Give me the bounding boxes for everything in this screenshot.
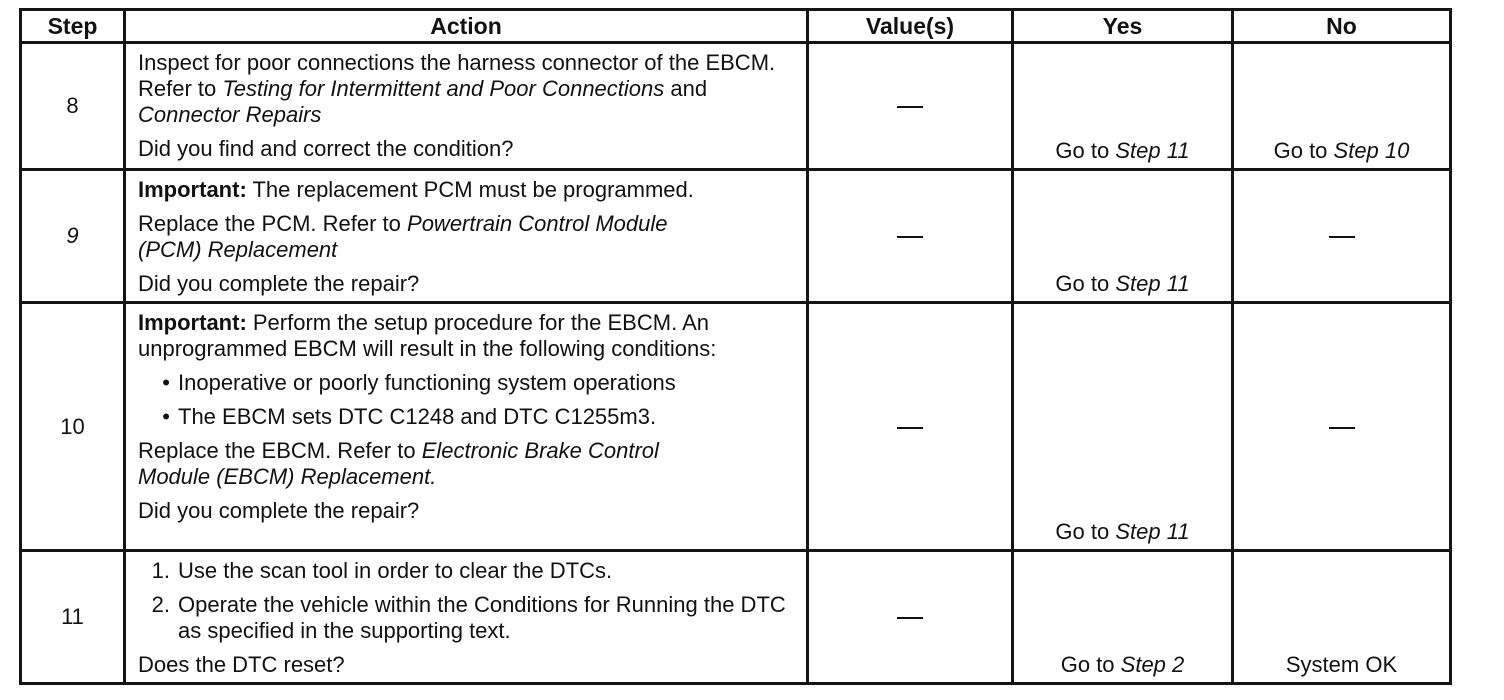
action-text: Replace the PCM. Refer to — [138, 211, 408, 236]
reference-link: Connector Repairs — [138, 102, 322, 127]
action-question: Does the DTC reset? — [138, 652, 345, 677]
important-text: Perform the setup procedure for the EBCM. An unprogrammed EBCM will result in the following conditions: — [138, 310, 717, 361]
reference-link: Testing for Intermittent and Poor Connections — [222, 76, 665, 101]
item-number: 2. — [151, 592, 170, 617]
action-question: Did you complete the repair? — [138, 271, 420, 296]
action-text: and — [664, 76, 708, 101]
yes-cell — [1013, 303, 1233, 551]
important-note — [138, 310, 794, 362]
empty-value-dash — [897, 427, 923, 429]
action-cell — [125, 303, 808, 551]
empty-value-dash — [897, 236, 923, 238]
header-yes: Yes — [1013, 10, 1233, 43]
value-cell — [808, 551, 1013, 684]
no-step-link: Step 10 — [1333, 138, 1410, 163]
table-row-step-10 — [21, 303, 1451, 551]
diagnostic-table-sheet — [19, 8, 1449, 677]
empty-value-dash — [897, 617, 923, 619]
value-cell — [808, 43, 1013, 170]
action-text: Replace the EBCM. Refer to — [138, 438, 422, 463]
action-text: Inspect for poor connections the harness connector of the EBCM. Refer to — [138, 50, 776, 101]
diagnostic-table — [19, 8, 1452, 685]
step-number: 8 — [21, 43, 125, 170]
table-row-step-8 — [21, 43, 1451, 170]
header-values: Value(s) — [808, 10, 1013, 43]
action-paragraph — [138, 211, 794, 263]
no-prefix: Go to — [1273, 138, 1334, 163]
yes-cell — [1013, 170, 1233, 303]
bullet-item — [138, 370, 794, 396]
action-cell — [125, 170, 808, 303]
empty-value-dash — [1329, 236, 1355, 238]
important-label: Important: — [138, 177, 247, 202]
yes-step-link: Step 11 — [1115, 138, 1190, 163]
header-no: No — [1233, 10, 1451, 43]
step-number: 10 — [21, 303, 125, 551]
no-cell: System OK — [1233, 551, 1451, 684]
yes-cell — [1013, 43, 1233, 170]
numbered-item — [138, 592, 794, 644]
action-paragraph — [138, 50, 794, 128]
yes-step-link: Step 11 — [1115, 271, 1190, 296]
step-number-text: 9 — [66, 223, 79, 248]
table-row-step-9 — [21, 170, 1451, 303]
yes-prefix: Go to — [1055, 138, 1116, 163]
empty-value-dash — [1329, 427, 1355, 429]
important-label: Important: — [138, 310, 247, 335]
step-number — [21, 170, 125, 303]
item-number: 1. — [151, 558, 170, 583]
no-cell — [1233, 43, 1451, 170]
action-question: Did you find and correct the condition? — [138, 136, 514, 161]
value-cell — [808, 303, 1013, 551]
bullet-mark: • — [162, 404, 170, 429]
empty-value-dash — [897, 106, 923, 108]
action-question: Did you complete the repair? — [138, 498, 420, 523]
important-text: The replacement PCM must be programmed. — [246, 177, 694, 202]
header-action: Action — [125, 10, 808, 43]
step-number: 11 — [21, 551, 125, 684]
action-cell — [125, 43, 808, 170]
table-row-step-11 — [21, 551, 1451, 684]
item-text: Use the scan tool in order to clear the DTCs. — [178, 558, 613, 583]
header-step: Step — [21, 10, 125, 43]
bullet-text: The EBCM sets DTC C1248 and DTC C1255m3. — [178, 404, 657, 429]
reference-link: Powertrain Control Module (PCM) Replacement — [138, 211, 668, 262]
bullet-item — [138, 404, 794, 430]
reference-link: Electronic Brake Control Module (EBCM) Replacement. — [138, 438, 659, 489]
yes-step-link: Step 2 — [1120, 652, 1185, 677]
action-cell — [125, 551, 808, 684]
yes-prefix: Go to — [1055, 271, 1116, 296]
bullet-text: Inoperative or poorly functioning system operations — [178, 370, 676, 395]
yes-cell — [1013, 551, 1233, 684]
yes-prefix: Go to — [1060, 652, 1121, 677]
value-cell — [808, 170, 1013, 303]
important-note — [138, 177, 794, 203]
no-cell — [1233, 170, 1451, 303]
no-cell — [1233, 303, 1451, 551]
header-row — [21, 10, 1451, 43]
yes-prefix: Go to — [1055, 519, 1116, 544]
bullet-mark: • — [162, 370, 170, 395]
item-text: Operate the vehicle within the Conditions for Running the DTC as specified in the supporting text. — [178, 592, 786, 643]
action-paragraph — [138, 438, 794, 490]
numbered-item — [138, 558, 794, 584]
yes-step-link: Step 11 — [1115, 519, 1190, 544]
